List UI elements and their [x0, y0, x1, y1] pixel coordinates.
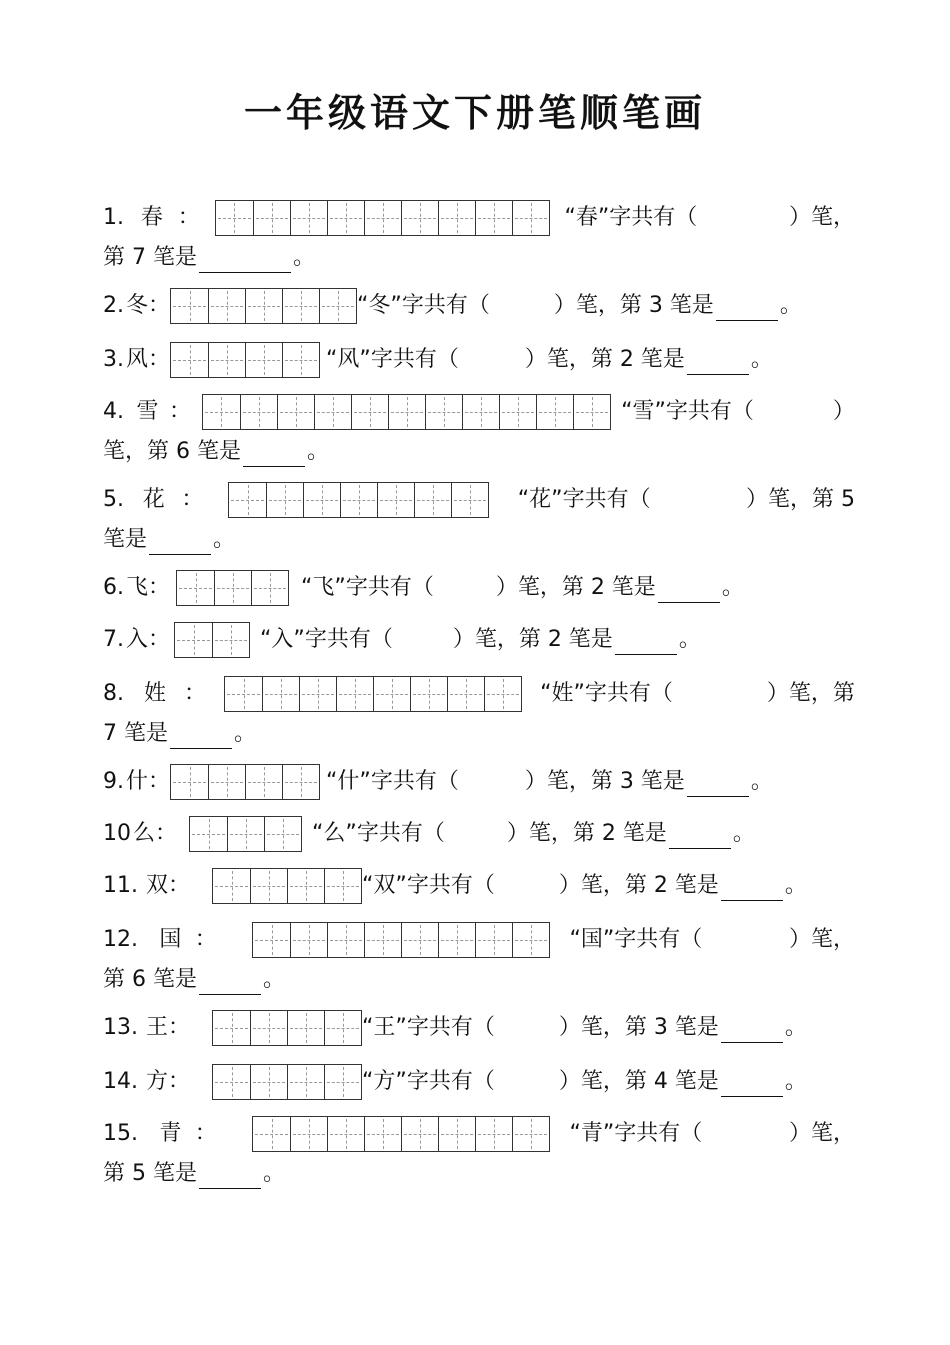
- target-character: 青: [159, 1121, 182, 1146]
- writing-cell[interactable]: [536, 395, 573, 429]
- question-number: 9.: [103, 769, 124, 794]
- writing-cell[interactable]: [212, 623, 249, 657]
- stroke-position-prompt-continued: 笔，第 6 笔是: [103, 439, 241, 464]
- stroke-order-grid[interactable]: [212, 868, 362, 904]
- writing-cell[interactable]: [327, 923, 364, 957]
- question-item: [103, 866, 855, 906]
- writing-cell[interactable]: [324, 869, 361, 903]
- stroke-position-prompt: ）笔，: [788, 205, 855, 230]
- colon: ：: [194, 1121, 217, 1146]
- question-item: [103, 568, 855, 608]
- colon: ：: [148, 575, 171, 600]
- question-number: 2.: [103, 293, 124, 318]
- stroke-position-prompt-continued: 笔是: [103, 527, 148, 552]
- stroke-position-prompt: ）: [832, 399, 855, 424]
- question-item: [103, 674, 855, 754]
- stroke-position-prompt: ）笔，第 5: [745, 487, 855, 512]
- question-number: 6.: [103, 575, 124, 600]
- stroke-answer-blank[interactable]: [199, 966, 261, 995]
- colon: ：: [169, 399, 192, 424]
- writing-cell[interactable]: [253, 1117, 290, 1151]
- stroke-position-prompt: ）笔，第 2 笔是: [558, 873, 719, 898]
- writing-cell[interactable]: [573, 395, 610, 429]
- stroke-count-prompt: “什”字共有（: [326, 769, 459, 794]
- period: 。: [262, 967, 285, 992]
- stroke-count-prompt: “双”字共有（: [362, 873, 495, 898]
- question-item: [103, 480, 855, 560]
- stroke-position-prompt: ）笔，第 3 笔是: [524, 769, 685, 794]
- question-number: 7.: [103, 627, 124, 652]
- question-item: [103, 620, 855, 660]
- writing-cell[interactable]: [512, 1117, 549, 1151]
- colon: ：: [148, 627, 171, 652]
- writing-cell[interactable]: [213, 1011, 250, 1045]
- stroke-count-prompt: “春”字共有（: [564, 205, 698, 230]
- writing-cell[interactable]: [475, 923, 512, 957]
- question-line-continued: [103, 1154, 855, 1194]
- stroke-count-prompt: “方”字共有（: [362, 1069, 495, 1094]
- writing-cell[interactable]: [314, 395, 351, 429]
- question-item: [103, 1114, 855, 1194]
- question-line: [103, 392, 855, 432]
- stroke-order-grid[interactable]: [174, 622, 250, 658]
- writing-cell[interactable]: [282, 343, 319, 377]
- question-line-continued: [103, 714, 855, 754]
- writing-cell[interactable]: [264, 817, 301, 851]
- writing-cell[interactable]: [484, 677, 521, 711]
- writing-cell[interactable]: [245, 343, 282, 377]
- stroke-order-grid[interactable]: [202, 394, 611, 430]
- writing-cell[interactable]: [171, 289, 208, 323]
- writing-cell[interactable]: [512, 201, 549, 235]
- writing-cell[interactable]: [319, 289, 356, 323]
- question-number: 12.: [103, 927, 138, 952]
- target-character: 方: [146, 1069, 169, 1094]
- stroke-order-grid[interactable]: [252, 1116, 550, 1152]
- writing-cell[interactable]: [266, 483, 303, 517]
- stroke-position-prompt-continued: 第 7 笔是: [103, 245, 197, 270]
- stroke-position-prompt: ）笔，第 2 笔是: [524, 347, 685, 372]
- stroke-order-grid[interactable]: [252, 922, 550, 958]
- stroke-position-prompt: ）笔，: [788, 1121, 855, 1146]
- stroke-position-prompt-continued: 第 5 笔是: [103, 1161, 197, 1186]
- writing-cell[interactable]: [253, 201, 290, 235]
- writing-cell[interactable]: [208, 343, 245, 377]
- stroke-count-prompt: “青”字共有（: [569, 1121, 703, 1146]
- writing-cell[interactable]: [253, 923, 290, 957]
- stroke-answer-blank[interactable]: [615, 626, 677, 655]
- question-line: [103, 762, 855, 802]
- colon: ：: [184, 681, 207, 706]
- writing-cell[interactable]: [229, 483, 266, 517]
- stroke-position-prompt: ）笔，第 2 笔是: [506, 821, 667, 846]
- writing-cell[interactable]: [475, 201, 512, 235]
- stroke-order-grid[interactable]: [170, 288, 357, 324]
- stroke-count-prompt: “么”字共有（: [312, 821, 445, 846]
- question-line: [103, 568, 855, 608]
- stroke-position-prompt: ）笔，第 3 笔是: [553, 293, 714, 318]
- writing-cell[interactable]: [401, 1117, 438, 1151]
- writing-cell[interactable]: [401, 923, 438, 957]
- stroke-count-prompt: “王”字共有（: [362, 1015, 495, 1040]
- stroke-answer-blank[interactable]: [170, 720, 232, 749]
- writing-cell[interactable]: [287, 1065, 324, 1099]
- writing-cell[interactable]: [324, 1011, 361, 1045]
- question-number: 3.: [103, 347, 124, 372]
- target-character: 入: [126, 627, 149, 652]
- writing-cell[interactable]: [177, 571, 214, 605]
- question-line-continued: [103, 960, 855, 1000]
- writing-cell[interactable]: [250, 1011, 287, 1045]
- stroke-answer-blank[interactable]: [199, 1160, 261, 1189]
- colon: ：: [168, 873, 191, 898]
- question-item: [103, 920, 855, 1000]
- stroke-answer-blank[interactable]: [687, 768, 749, 797]
- stroke-answer-blank[interactable]: [658, 574, 720, 603]
- target-character: 花: [142, 487, 165, 512]
- writing-cell[interactable]: [303, 483, 340, 517]
- question-line-continued: [103, 432, 855, 472]
- period: 。: [292, 245, 315, 270]
- stroke-count-prompt: “国”字共有（: [569, 927, 703, 952]
- target-character: 雪: [136, 399, 159, 424]
- stroke-order-grid[interactable]: [215, 200, 550, 236]
- question-item: [103, 392, 855, 472]
- stroke-count-prompt: “姓”字共有（: [540, 681, 673, 706]
- period: 。: [262, 1161, 285, 1186]
- period: 。: [750, 769, 773, 794]
- stroke-order-grid[interactable]: [228, 482, 489, 518]
- target-character: 双: [146, 873, 169, 898]
- writing-cell[interactable]: [336, 677, 373, 711]
- colon: ：: [148, 769, 171, 794]
- question-number: 13.: [103, 1015, 138, 1040]
- writing-cell[interactable]: [171, 343, 208, 377]
- stroke-order-grid[interactable]: [189, 816, 302, 852]
- colon: ：: [181, 487, 204, 512]
- writing-cell[interactable]: [213, 869, 250, 903]
- question-line: [103, 340, 855, 380]
- question-item: [103, 762, 855, 802]
- writing-cell[interactable]: [225, 677, 262, 711]
- stroke-position-prompt: ）笔，第 4 笔是: [558, 1069, 719, 1094]
- question-line: [103, 1114, 855, 1154]
- stroke-position-prompt: ）笔，第 3 笔是: [558, 1015, 719, 1040]
- writing-cell[interactable]: [299, 677, 336, 711]
- page-title: 一年级语文下册笔顺笔画: [243, 91, 706, 135]
- target-character: 冬: [126, 293, 149, 318]
- question-item: [103, 286, 855, 326]
- writing-cell[interactable]: [377, 483, 414, 517]
- stroke-answer-blank[interactable]: [149, 526, 211, 555]
- target-character: 风: [126, 347, 149, 372]
- writing-cell[interactable]: [451, 483, 488, 517]
- period: 。: [784, 1015, 807, 1040]
- question-number: 4.: [103, 399, 124, 424]
- question-line: [103, 674, 855, 714]
- writing-cell[interactable]: [250, 869, 287, 903]
- target-character: 飞: [126, 575, 149, 600]
- question-line: [103, 1062, 855, 1102]
- writing-cell[interactable]: [462, 395, 499, 429]
- period: 。: [779, 293, 802, 318]
- stroke-position-prompt: ）笔，第: [766, 681, 855, 706]
- colon: ：: [168, 1015, 191, 1040]
- stroke-order-grid[interactable]: [170, 764, 320, 800]
- question-number: 15.: [103, 1121, 138, 1146]
- writing-cell[interactable]: [287, 1011, 324, 1045]
- period: 。: [721, 575, 744, 600]
- writing-cell[interactable]: [438, 1117, 475, 1151]
- question-item: [103, 814, 855, 854]
- question-line-continued: [103, 520, 855, 560]
- question-number: 1.: [103, 205, 124, 230]
- question-line: [103, 814, 855, 854]
- writing-cell[interactable]: [340, 483, 377, 517]
- writing-cell[interactable]: [373, 677, 410, 711]
- writing-cell[interactable]: [447, 677, 484, 711]
- stroke-count-prompt: “入”字共有（: [260, 627, 393, 652]
- stroke-position-prompt: ）笔，第 2 笔是: [495, 575, 656, 600]
- writing-cell[interactable]: [438, 201, 475, 235]
- stroke-count-prompt: “花”字共有（: [517, 487, 651, 512]
- question-item: [103, 1008, 855, 1048]
- stroke-answer-blank[interactable]: [721, 872, 783, 901]
- question-number: 10: [103, 821, 131, 846]
- stroke-position-prompt-continued: 第 6 笔是: [103, 967, 197, 992]
- writing-cell[interactable]: [214, 571, 251, 605]
- writing-cell[interactable]: [499, 395, 536, 429]
- writing-cell[interactable]: [410, 677, 447, 711]
- stroke-order-grid[interactable]: [176, 570, 289, 606]
- writing-cell[interactable]: [245, 765, 282, 799]
- writing-cell[interactable]: [190, 817, 227, 851]
- writing-cell[interactable]: [175, 623, 212, 657]
- writing-cell[interactable]: [240, 395, 277, 429]
- writing-cell[interactable]: [438, 923, 475, 957]
- target-character: 么: [133, 821, 156, 846]
- target-character: 姓: [144, 681, 167, 706]
- stroke-answer-blank[interactable]: [669, 820, 731, 849]
- writing-cell[interactable]: [203, 395, 240, 429]
- stroke-order-grid[interactable]: [212, 1064, 362, 1100]
- stroke-answer-blank[interactable]: [199, 244, 291, 273]
- colon: ：: [168, 1069, 191, 1094]
- question-line: [103, 920, 855, 960]
- writing-cell[interactable]: [364, 1117, 401, 1151]
- writing-cell[interactable]: [277, 395, 314, 429]
- writing-cell[interactable]: [216, 201, 253, 235]
- question-number: 14.: [103, 1069, 138, 1094]
- writing-cell[interactable]: [227, 817, 264, 851]
- stroke-count-prompt: “冬”字共有（: [357, 293, 490, 318]
- colon: ：: [194, 927, 217, 952]
- question-line: [103, 480, 855, 520]
- writing-cell[interactable]: [414, 483, 451, 517]
- period: 。: [750, 347, 773, 372]
- stroke-count-prompt: “飞”字共有（: [301, 575, 434, 600]
- writing-cell[interactable]: [401, 201, 438, 235]
- writing-cell[interactable]: [351, 395, 388, 429]
- writing-cell[interactable]: [290, 923, 327, 957]
- stroke-count-prompt: “风”字共有（: [326, 347, 459, 372]
- writing-cell[interactable]: [327, 1117, 364, 1151]
- question-line: [103, 620, 855, 660]
- writing-cell[interactable]: [208, 765, 245, 799]
- period: 。: [678, 627, 701, 652]
- stroke-position-prompt: ）笔，: [788, 927, 855, 952]
- question-number: 8.: [103, 681, 124, 706]
- writing-cell[interactable]: [250, 1065, 287, 1099]
- colon: ：: [148, 293, 171, 318]
- question-line: [103, 866, 855, 906]
- stroke-order-grid[interactable]: [212, 1010, 362, 1046]
- writing-cell[interactable]: [171, 765, 208, 799]
- stroke-order-grid[interactable]: [224, 676, 522, 712]
- colon: ：: [148, 347, 171, 372]
- writing-cell[interactable]: [290, 1117, 327, 1151]
- question-number: 5.: [103, 487, 124, 512]
- question-line: [103, 1008, 855, 1048]
- writing-cell[interactable]: [364, 923, 401, 957]
- colon: ：: [177, 205, 200, 230]
- writing-cell[interactable]: [245, 289, 282, 323]
- stroke-answer-blank[interactable]: [243, 438, 305, 467]
- stroke-answer-blank[interactable]: [721, 1068, 783, 1097]
- writing-cell[interactable]: [388, 395, 425, 429]
- stroke-answer-blank[interactable]: [687, 346, 749, 375]
- question-number: 11.: [103, 873, 138, 898]
- question-line: [103, 286, 855, 326]
- question-item: [103, 1062, 855, 1102]
- writing-cell[interactable]: [251, 571, 288, 605]
- question-line: [103, 198, 855, 238]
- stroke-answer-blank[interactable]: [721, 1014, 783, 1043]
- stroke-position-prompt-continued: 7 笔是: [103, 721, 168, 746]
- writing-cell[interactable]: [364, 201, 401, 235]
- colon: ：: [155, 821, 178, 846]
- target-character: 春: [140, 205, 163, 230]
- writing-cell[interactable]: [208, 289, 245, 323]
- stroke-count-prompt: “雪”字共有（: [621, 399, 754, 424]
- writing-cell[interactable]: [475, 1117, 512, 1151]
- writing-cell[interactable]: [324, 1065, 361, 1099]
- period: 。: [784, 1069, 807, 1094]
- question-line-continued: [103, 238, 855, 278]
- stroke-position-prompt: ）笔，第 2 笔是: [452, 627, 613, 652]
- writing-cell[interactable]: [327, 201, 364, 235]
- target-character: 什: [126, 769, 149, 794]
- writing-cell[interactable]: [287, 869, 324, 903]
- target-character: 国: [159, 927, 182, 952]
- stroke-answer-blank[interactable]: [716, 292, 778, 321]
- writing-cell[interactable]: [213, 1065, 250, 1099]
- writing-cell[interactable]: [425, 395, 462, 429]
- writing-cell[interactable]: [282, 289, 319, 323]
- writing-cell[interactable]: [282, 765, 319, 799]
- question-item: [103, 340, 855, 380]
- writing-cell[interactable]: [262, 677, 299, 711]
- question-item: [103, 198, 855, 278]
- period: 。: [784, 873, 807, 898]
- period: 。: [213, 527, 236, 552]
- writing-cell[interactable]: [512, 923, 549, 957]
- target-character: 王: [146, 1015, 169, 1040]
- writing-cell[interactable]: [290, 201, 327, 235]
- period: 。: [306, 439, 329, 464]
- period: 。: [732, 821, 755, 846]
- stroke-order-grid[interactable]: [170, 342, 320, 378]
- period: 。: [234, 721, 257, 746]
